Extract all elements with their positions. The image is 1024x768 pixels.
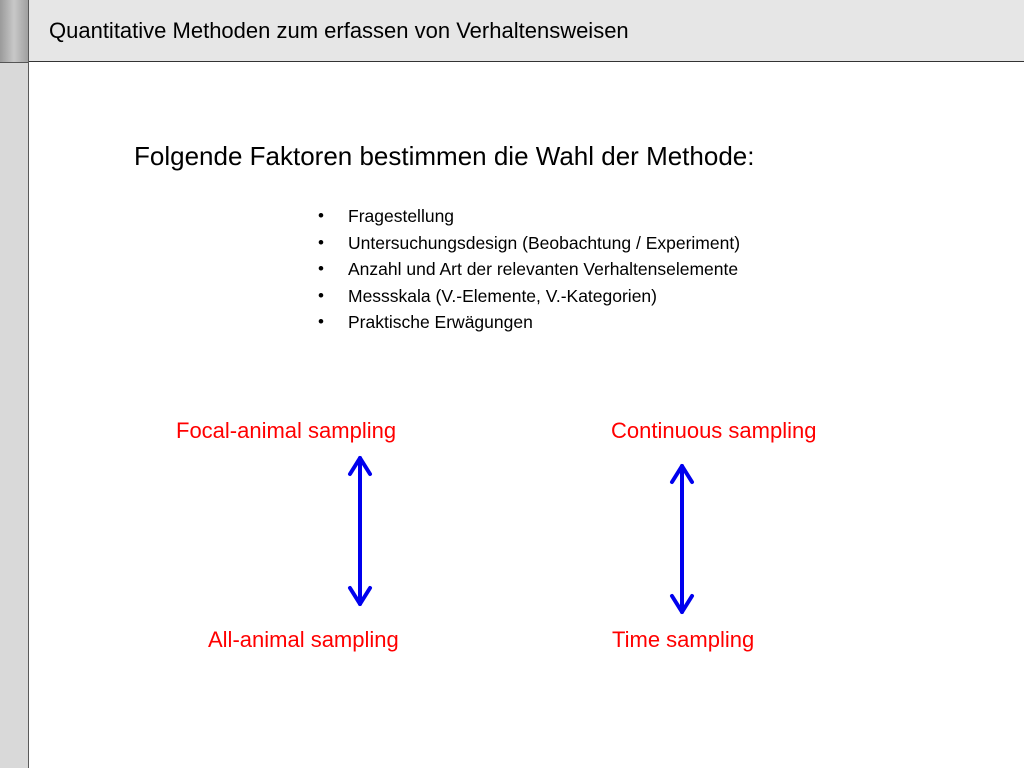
bullet-icon: •: [318, 232, 324, 252]
time-sampling-label: Time sampling: [612, 627, 755, 652]
list-item: [316, 283, 740, 310]
list-item: [316, 230, 740, 257]
factor-list: [316, 203, 740, 336]
bullet-icon: •: [318, 285, 324, 305]
bullet-icon: •: [318, 206, 324, 225]
bullet-icon: •: [318, 259, 324, 278]
list-item-text: Messskala (V.-Elemente, V.-Kategorien): [348, 285, 657, 306]
double-arrow-left-icon: [343, 452, 377, 610]
factors-heading: Folgende Faktoren bestimmen die Wahl der Methode:: [134, 141, 755, 171]
continuous-sampling-label: Continuous sampling: [611, 418, 817, 443]
list-item-text: Fragestellung: [348, 206, 455, 226]
list-item-text: Untersuchungsdesign (Beobachtung / Experiment): [348, 232, 741, 253]
list-item-text: Anzahl und Art der relevanten Verhaltenselemente: [348, 259, 739, 279]
focal-animal-sampling-label: Focal-animal sampling: [176, 418, 397, 443]
slide-title: Quantitative Methoden zum erfassen von Verhaltensweisen: [49, 18, 629, 43]
double-arrow-right-icon: [665, 460, 699, 618]
list-item-text: Praktische Erwägungen: [348, 312, 533, 332]
bullet-icon: •: [318, 312, 324, 331]
all-animal-sampling-label: All-animal sampling: [208, 627, 399, 652]
side-strip: [0, 0, 29, 768]
header-bar: [29, 0, 1024, 62]
list-item: [316, 203, 740, 230]
side-strip-cap: [0, 0, 28, 63]
list-item: [316, 309, 740, 336]
list-item: [316, 256, 740, 283]
